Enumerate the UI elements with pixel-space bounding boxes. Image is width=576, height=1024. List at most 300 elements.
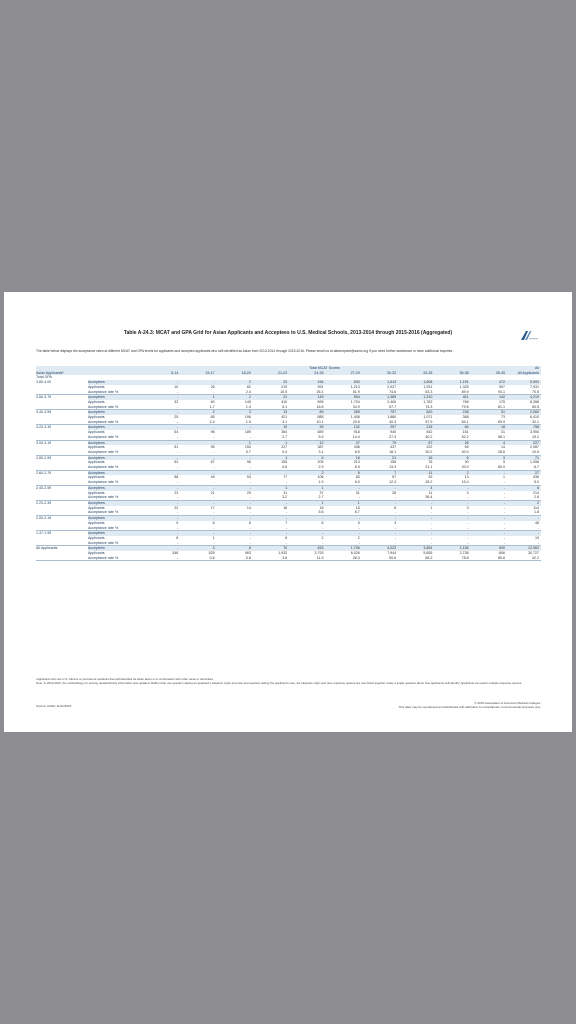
table-cell: 28.3 bbox=[325, 556, 361, 561]
table-cell: 28.6 bbox=[471, 450, 507, 455]
table-cell: 149 bbox=[289, 395, 325, 400]
table-cell: - bbox=[398, 510, 434, 515]
table-cell: - bbox=[434, 526, 470, 531]
table-cell: - bbox=[471, 500, 507, 505]
document-page bbox=[4, 292, 572, 732]
table-cell: 1.8 bbox=[507, 510, 541, 515]
col-header: 36-38 bbox=[434, 371, 470, 376]
table-cell: 1 bbox=[253, 455, 289, 460]
table-cell: - bbox=[180, 510, 216, 515]
table-cell: - bbox=[471, 470, 507, 475]
table-cell: - bbox=[180, 541, 216, 546]
table-cell: 29 bbox=[246, 490, 251, 495]
table-cell: - bbox=[325, 516, 361, 521]
table-cell: 690 bbox=[471, 546, 507, 551]
table-cell: 3,854 bbox=[398, 546, 434, 551]
table-cell: 8 bbox=[394, 505, 397, 510]
row-type-label: Applicants bbox=[88, 505, 105, 510]
col-header: 15-17 bbox=[180, 371, 216, 376]
table-cell: 81.1 bbox=[471, 405, 507, 410]
table-cell: 368 bbox=[462, 415, 469, 420]
table-cell: 25 bbox=[174, 415, 179, 420]
table-cell: 6,026 bbox=[350, 551, 360, 556]
table-cell: 0.6 bbox=[180, 556, 216, 561]
table-cell: - bbox=[503, 535, 505, 540]
table-cell: - bbox=[180, 470, 216, 475]
grid-body bbox=[36, 375, 541, 561]
table-cell: 1,931 bbox=[423, 384, 433, 389]
table-cell: 236 bbox=[434, 410, 470, 415]
table-cell: - bbox=[253, 500, 289, 505]
table-cell: - bbox=[144, 405, 180, 410]
table-cell: 14 bbox=[501, 445, 505, 450]
table-cell: 76 bbox=[428, 460, 433, 465]
table-cell: 30,727 bbox=[528, 551, 539, 556]
table-cell: 289 bbox=[325, 410, 361, 415]
row-type-label: Applicants bbox=[88, 490, 105, 495]
table-cell: 51 bbox=[174, 445, 179, 450]
table-cell: 1,191 bbox=[434, 380, 470, 385]
table-cell: 6 bbox=[285, 535, 288, 540]
table-cell: 3,793 bbox=[314, 551, 324, 556]
table-cell: - bbox=[362, 485, 398, 490]
table-cell: 1,213 bbox=[350, 384, 360, 389]
table-cell: 19 bbox=[535, 535, 539, 540]
table-cell: - bbox=[144, 455, 180, 460]
gpa-range-label bbox=[36, 556, 88, 561]
table-cell: 2,736 bbox=[459, 551, 469, 556]
table-row bbox=[36, 556, 541, 561]
table-cell: - bbox=[362, 510, 398, 515]
table-cell: 4 bbox=[471, 440, 507, 445]
table-cell: 2 bbox=[321, 535, 324, 540]
table-cell: 15.4 bbox=[434, 480, 470, 485]
table-cell: 39 bbox=[289, 425, 325, 430]
table-cell: 18 bbox=[325, 455, 361, 460]
table-cell: 70 bbox=[253, 546, 289, 551]
col-header: 24-26 bbox=[289, 371, 325, 376]
gpa-range-label: 3.80-4.00 bbox=[36, 380, 52, 385]
footnote-2: Note: In 2013-2016, the methodology for scoring racial/ethnicity information was updated. Rather than one question asking an applicant's Hispanic origin and race and question asking the applicant's race, the Hispanic origin and race response options are now listed together under a single question about how applicants self-identify. Applicants can select multiple response options. bbox=[36, 681, 523, 685]
table-cell: 158 bbox=[390, 460, 397, 465]
table-cell: - bbox=[467, 535, 469, 540]
table-cell: - bbox=[217, 531, 253, 536]
table-cell: 3 bbox=[466, 490, 469, 495]
table-cell: 16.6 bbox=[289, 405, 325, 410]
table-cell: - bbox=[217, 455, 253, 460]
table-cell: 3 bbox=[394, 520, 397, 525]
table-cell: 3.2 bbox=[253, 495, 289, 500]
table-cell: 227 bbox=[507, 440, 541, 445]
table-cell: - bbox=[471, 480, 507, 485]
table-cell: 21.1 bbox=[398, 465, 434, 470]
table-cell: 10.9 bbox=[507, 450, 541, 455]
table-cell: 5,593 bbox=[507, 380, 541, 385]
table-cell: 2,406 bbox=[387, 399, 397, 404]
row-type-label: Acceptance rate % bbox=[88, 526, 144, 531]
table-cell: 21 bbox=[253, 395, 289, 400]
table-cell: - bbox=[507, 541, 541, 546]
table-cell: 12,963 bbox=[507, 546, 541, 551]
table-cell: - bbox=[144, 420, 180, 425]
table-cell: 5.6 bbox=[289, 510, 325, 515]
table-cell: 85 bbox=[210, 415, 215, 420]
table-cell: 83 bbox=[355, 475, 360, 480]
table-cell: 3 bbox=[466, 505, 469, 510]
table-cell: 410 bbox=[281, 399, 288, 404]
table-cell: - bbox=[434, 485, 470, 490]
table-cell: 3 bbox=[217, 410, 253, 415]
table-cell: 18 bbox=[319, 505, 324, 510]
table-cell: 53 bbox=[174, 460, 179, 465]
table-cell: 1 bbox=[212, 535, 215, 540]
table-cell: - bbox=[144, 500, 180, 505]
table-cell: - bbox=[434, 541, 470, 546]
table-cell: - bbox=[362, 541, 398, 546]
table-cell: 525 bbox=[208, 551, 215, 556]
table-cell: 27 bbox=[507, 470, 541, 475]
table-cell: - bbox=[362, 495, 398, 500]
table-cell: 9 bbox=[176, 520, 179, 525]
table-cell: 40.3 bbox=[362, 420, 398, 425]
row-type-label: Acceptance rate % bbox=[88, 556, 144, 561]
table-cell: 219 bbox=[281, 384, 288, 389]
table-cell: - bbox=[398, 516, 434, 521]
table-cell: 74.6 bbox=[362, 390, 398, 395]
table-cell: 0.8 bbox=[217, 556, 253, 561]
table-cell: - bbox=[398, 500, 434, 505]
table-cell: 14 bbox=[246, 505, 251, 510]
table-cell: 40.2 bbox=[398, 435, 434, 440]
table-cell: - bbox=[431, 535, 433, 540]
col-header: 27-29 bbox=[325, 371, 361, 376]
table-cell: 30 bbox=[464, 460, 469, 465]
table-cell: 1,706 bbox=[325, 546, 361, 551]
table-cell: - bbox=[289, 541, 325, 546]
table-cell: 57.9 bbox=[398, 420, 434, 425]
table-cell: 214 bbox=[533, 490, 539, 495]
table-cell: 0.4 bbox=[253, 450, 289, 455]
table-cell: 10.1 bbox=[289, 420, 325, 425]
table-cell: - bbox=[180, 465, 216, 470]
table-cell: 36.4 bbox=[398, 495, 434, 500]
table-cell: 1.4 bbox=[217, 405, 253, 410]
gpa-range-label: 3.40-3.59 bbox=[36, 410, 52, 415]
table-cell: - bbox=[253, 541, 289, 546]
table-cell: 96 bbox=[210, 430, 215, 435]
table-cell: 1,608 bbox=[398, 380, 434, 385]
table-cell: 71 bbox=[507, 455, 541, 460]
table-cell: - bbox=[434, 500, 470, 505]
table-cell: 12 bbox=[289, 440, 325, 445]
table-cell: 811 bbox=[434, 395, 470, 400]
table-cell: 8 bbox=[321, 520, 324, 525]
table-cell: 421 bbox=[281, 415, 288, 420]
table-cell: - bbox=[253, 516, 289, 521]
table-cell: 74.3 bbox=[398, 405, 434, 410]
table-cell: 89.9 bbox=[434, 390, 470, 395]
table-cell: - bbox=[180, 440, 216, 445]
table-cell: - bbox=[144, 410, 180, 415]
table-cell: 436 bbox=[353, 445, 360, 450]
mcat-band-header: Total MCAT Scores bbox=[144, 366, 507, 371]
table-cell: 18 bbox=[471, 425, 507, 430]
row-type-label: Acceptance rate % bbox=[88, 495, 144, 500]
row-type-label: Acceptees bbox=[88, 516, 144, 521]
table-cell: 69.9 bbox=[471, 420, 507, 425]
table-cell: 27.3 bbox=[362, 435, 398, 440]
table-cell: 114 bbox=[533, 505, 539, 510]
table-cell: 2.9 bbox=[289, 465, 325, 470]
table-cell: 4,023 bbox=[362, 546, 398, 551]
row-type-label: Acceptees bbox=[88, 410, 144, 415]
table-cell: 620 bbox=[398, 410, 434, 415]
row-type-label: Applicants bbox=[88, 535, 105, 540]
col-all-top: All bbox=[507, 366, 541, 371]
row-type-label: Acceptance rate % bbox=[88, 541, 144, 546]
table-cell: 2,027 bbox=[387, 384, 397, 389]
table-cell: 5.0 bbox=[507, 480, 541, 485]
table-cell: 73 bbox=[501, 415, 505, 420]
table-cell: 33 bbox=[174, 399, 179, 404]
table-cell: 42.2 bbox=[507, 556, 541, 561]
row-type-label: Acceptance rate % bbox=[88, 465, 144, 470]
table-cell: 153 bbox=[244, 445, 251, 450]
table-cell: - bbox=[253, 470, 289, 475]
table-cell: 364 bbox=[281, 430, 288, 435]
table-cell: 26 bbox=[434, 440, 470, 445]
gpa-range-label: All Applicants bbox=[36, 546, 58, 551]
table-cell: 2,060 bbox=[507, 410, 541, 415]
table-cell: 145 bbox=[244, 399, 251, 404]
table-cell: 34.9 bbox=[325, 405, 361, 410]
table-cell: 52.2 bbox=[434, 435, 470, 440]
table-cell: 4,219 bbox=[507, 395, 541, 400]
table-cell: 1,704 bbox=[350, 399, 360, 404]
row-type-label: Acceptees bbox=[88, 380, 144, 385]
table-cell: 37 bbox=[319, 490, 324, 495]
col-header: 39-45 bbox=[471, 371, 507, 376]
table-cell: 5 bbox=[325, 470, 361, 475]
table-cell: - bbox=[325, 526, 361, 531]
table-cell: 77 bbox=[283, 475, 288, 480]
table-cell: 93.1 bbox=[471, 390, 507, 395]
table-cell: 11.9 bbox=[289, 556, 325, 561]
table-cell: 1.9 bbox=[289, 480, 325, 485]
table-cell: 8 bbox=[176, 535, 179, 540]
row-type-label: Acceptees bbox=[88, 395, 144, 400]
table-cell: 32.1 bbox=[507, 420, 541, 425]
table-cell: 39 bbox=[428, 475, 433, 480]
table-cell: 58 bbox=[174, 475, 179, 480]
table-cell: 11 bbox=[428, 490, 433, 495]
table-cell: 23 bbox=[174, 490, 179, 495]
document-title: Table A-24.3: MCAT and GPA Grid for Asian Applicants and Acceptees to U.S. Medical Schools, 2013-2014 through 2015-2016 (Aggregated) bbox=[123, 330, 453, 336]
table-cell: 10 bbox=[253, 425, 289, 430]
table-cell: 7,944 bbox=[387, 551, 397, 556]
table-cell: 2 bbox=[434, 470, 470, 475]
table-cell: - bbox=[362, 516, 398, 521]
row-type-label: Acceptance rate % bbox=[88, 420, 144, 425]
table-cell: - bbox=[180, 435, 216, 440]
table-cell: 58.1 bbox=[471, 435, 507, 440]
table-cell: - bbox=[289, 531, 325, 536]
table-cell: - bbox=[144, 440, 180, 445]
table-cell: 387 bbox=[317, 445, 324, 450]
table-cell: 1 bbox=[325, 500, 361, 505]
table-cell: 6 bbox=[289, 455, 325, 460]
table-cell: - bbox=[180, 450, 216, 455]
table-cell: - bbox=[144, 425, 180, 430]
row-type-label: Acceptees bbox=[88, 425, 144, 430]
table-cell: - bbox=[471, 495, 507, 500]
table-cell: - bbox=[144, 470, 180, 475]
table-cell: - bbox=[467, 520, 469, 525]
table-cell: - bbox=[180, 480, 216, 485]
table-cell: 16 bbox=[398, 455, 434, 460]
table-cell: 106 bbox=[317, 475, 324, 480]
table-cell: 68.2 bbox=[398, 556, 434, 561]
table-cell: 5 bbox=[503, 460, 505, 465]
gpa-range-label: 3.20-3.39 bbox=[36, 425, 52, 430]
table-cell: 1 bbox=[503, 475, 505, 480]
table-cell: 472 bbox=[471, 380, 507, 385]
table-cell: 1 bbox=[289, 485, 325, 490]
table-cell: 1,310 bbox=[398, 395, 434, 400]
table-cell: 1 bbox=[253, 485, 289, 490]
table-cell: - bbox=[180, 526, 216, 531]
row-type-label: Acceptance rate % bbox=[88, 450, 144, 455]
table-cell: - bbox=[144, 510, 180, 515]
table-cell: - bbox=[507, 516, 541, 521]
table-cell: 196 bbox=[244, 415, 251, 420]
table-cell: 65 bbox=[464, 445, 469, 450]
table-cell: - bbox=[434, 516, 470, 521]
table-cell: 20.6 bbox=[325, 420, 361, 425]
table-cell: 2.8 bbox=[507, 495, 541, 500]
table-cell: - bbox=[362, 531, 398, 536]
table-cell: 37 bbox=[325, 440, 361, 445]
table-cell: - bbox=[434, 531, 470, 536]
table-cell: - bbox=[180, 390, 216, 395]
table-cell: 16 bbox=[283, 505, 288, 510]
row-type-label: Acceptees bbox=[88, 455, 144, 460]
table-cell: - bbox=[289, 526, 325, 531]
table-cell: 11 bbox=[398, 470, 434, 475]
table-cell: - bbox=[180, 380, 216, 385]
table-cell: 1.7 bbox=[180, 405, 216, 410]
table-cell: - bbox=[503, 520, 505, 525]
table-cell: - bbox=[325, 485, 361, 490]
table-cell: - bbox=[144, 541, 180, 546]
table-cell: 15 bbox=[355, 505, 360, 510]
table-cell: 14.4 bbox=[325, 435, 361, 440]
table-cell: 31 bbox=[355, 490, 360, 495]
table-cell: 507 bbox=[499, 384, 505, 389]
table-cell: 79.6 bbox=[434, 405, 470, 410]
table-cell: - bbox=[507, 526, 541, 531]
table-cell: 161 bbox=[462, 430, 469, 435]
table-cell: - bbox=[144, 380, 180, 385]
row-type-label: Applicants bbox=[88, 475, 105, 480]
table-cell: - bbox=[144, 450, 180, 455]
table-cell: 46 bbox=[535, 520, 539, 525]
row-type-label: Applicants bbox=[88, 384, 105, 389]
table-cell: 3.1 bbox=[289, 450, 325, 455]
table-cell: 2 bbox=[357, 535, 360, 540]
table-cell: 2.7 bbox=[253, 435, 289, 440]
row-type-label: Acceptees bbox=[88, 470, 144, 475]
table-cell: 1,406 bbox=[350, 415, 360, 420]
table-cell: 3,954 bbox=[530, 430, 539, 435]
row-type-label: Acceptees bbox=[88, 546, 144, 551]
table-cell: - bbox=[362, 526, 398, 531]
table-cell: 6 bbox=[507, 485, 541, 490]
table-cell: 70.5 bbox=[507, 390, 541, 395]
row-type-label: Applicants bbox=[88, 430, 105, 435]
col-header: 33-35 bbox=[398, 371, 434, 376]
table-cell: - bbox=[253, 480, 289, 485]
table-cell: - bbox=[398, 541, 434, 546]
table-cell: 79 bbox=[362, 440, 398, 445]
table-cell: 3.6 bbox=[253, 556, 289, 561]
table-cell: 918 bbox=[353, 430, 360, 435]
table-cell: - bbox=[217, 516, 253, 521]
table-cell: 8.5 bbox=[325, 450, 361, 455]
table-cell: 5.1 bbox=[253, 405, 289, 410]
table-cell: - bbox=[217, 470, 253, 475]
table-cell: - bbox=[144, 546, 180, 551]
table-cell: - bbox=[471, 541, 507, 546]
table-cell: - bbox=[217, 480, 253, 485]
table-cell: 885 bbox=[317, 415, 324, 420]
table-cell: - bbox=[253, 526, 289, 531]
table-cell: 51 bbox=[471, 410, 507, 415]
table-cell: 8,358 bbox=[530, 399, 539, 404]
table-cell: 1.5 bbox=[217, 420, 253, 425]
table-cell: 96 bbox=[246, 460, 251, 465]
table-cell: 2.7 bbox=[289, 495, 325, 500]
table-cell: 3 bbox=[180, 546, 216, 551]
table-cell: - bbox=[217, 425, 253, 430]
table-cell: 5.9 bbox=[289, 435, 325, 440]
col-header: 5-14 bbox=[144, 371, 180, 376]
table-cell: 28.2 bbox=[398, 480, 434, 485]
table-cell: 78.8 bbox=[434, 556, 470, 561]
gpa-range-label: 2.80-2.99 bbox=[36, 455, 52, 460]
table-cell: 8 bbox=[212, 520, 215, 525]
table-cell: 54 bbox=[174, 430, 179, 435]
col-header: 21-23 bbox=[253, 371, 289, 376]
table-cell: 53 bbox=[246, 475, 251, 480]
table-cell: 83.3 bbox=[398, 390, 434, 395]
table-cell: 1,071 bbox=[423, 415, 433, 420]
gpa-range-label: 3.00-3.19 bbox=[36, 440, 52, 445]
table-cell: 5,655 bbox=[423, 551, 433, 556]
table-cell: - bbox=[217, 435, 253, 440]
table-cell: - bbox=[398, 531, 434, 536]
col-header: 30-32 bbox=[362, 371, 398, 376]
table-cell: - bbox=[325, 541, 361, 546]
row-type-label: Acceptance rate % bbox=[88, 480, 144, 485]
table-cell: 963 bbox=[244, 551, 251, 556]
table-cell: 142 bbox=[471, 395, 507, 400]
table-cell: 2 bbox=[180, 410, 216, 415]
table-cell: - bbox=[217, 485, 253, 490]
table-cell: 155 bbox=[281, 460, 288, 465]
table-cell: 6 bbox=[434, 455, 470, 460]
table-cell: - bbox=[325, 495, 361, 500]
